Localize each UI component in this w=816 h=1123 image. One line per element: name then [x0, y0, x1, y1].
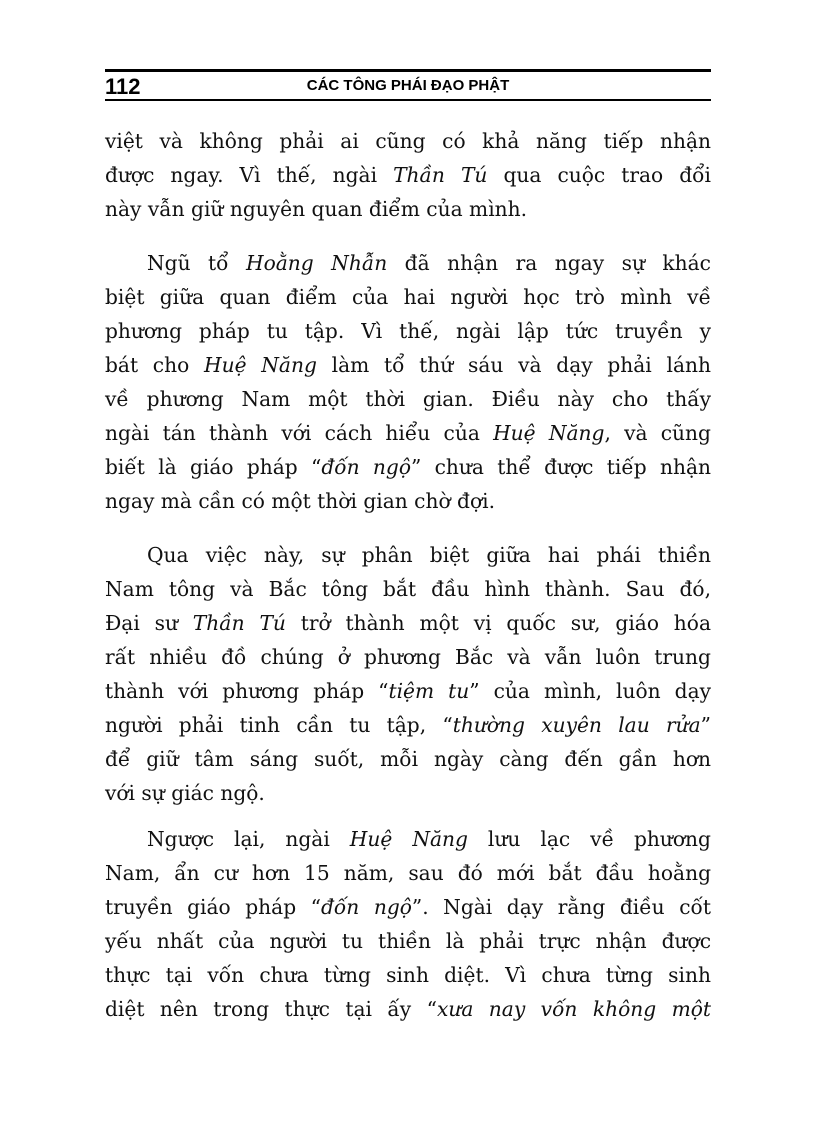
text-run: lưu lạc về phương — [467, 827, 711, 851]
text-line — [105, 856, 711, 890]
page-number: 112 — [105, 74, 141, 99]
italic-term: đốn ngộ — [321, 455, 411, 479]
text-line — [105, 538, 711, 572]
text-run: ” của mình, luôn dạy — [469, 679, 712, 703]
italic-term: đốn ngộ — [321, 895, 412, 919]
text-run: bát cho — [105, 353, 204, 377]
text-line — [105, 158, 711, 192]
paragraph — [105, 124, 711, 226]
text-run: ” — [700, 713, 711, 737]
text-run: người phải tinh cần tu tập, “ — [105, 713, 453, 737]
text-line — [105, 924, 711, 958]
text-run: biệt giữa quan điểm của hai người học trò mình về — [105, 285, 711, 309]
text-run: việt và không phải ai cũng có khả năng tiếp nhận — [105, 129, 711, 153]
text-line — [105, 124, 711, 158]
italic-term: xưa nay vốn không một — [436, 997, 711, 1021]
text-run: Qua việc này, sự phân biệt giữa hai phái thiền — [147, 543, 711, 567]
text-line — [105, 450, 711, 484]
text-run: trở thành một vị quốc sư, giáo hóa — [285, 611, 711, 635]
text-run: về phương Nam một thời gian. Điều này cho thấy — [105, 387, 711, 411]
text-line — [105, 674, 711, 708]
paragraph-gap — [105, 810, 711, 822]
text-line — [105, 992, 711, 1026]
text-line — [105, 958, 711, 992]
italic-term: Huệ Năng — [493, 421, 605, 445]
text-run: Ngũ tổ — [147, 251, 246, 275]
text-run: ” chưa thể được tiếp nhận — [411, 455, 711, 479]
text-line — [105, 606, 711, 640]
text-run: đã nhận ra ngay sự khác — [387, 251, 711, 275]
header-rule-bottom — [105, 99, 711, 101]
text-line — [105, 640, 711, 674]
text-line — [105, 348, 711, 382]
text-run: ”. Ngài dạy rằng điều cốt — [411, 895, 711, 919]
paragraph — [105, 822, 711, 1026]
text-run: biết là giáo pháp “ — [105, 455, 322, 479]
text-run: rất nhiều đồ chúng ở phương Bắc và vẫn luôn trung — [105, 645, 711, 669]
text-run: để giữ tâm sáng suốt, mỗi ngày càng đến gần hơn — [105, 747, 711, 771]
text-line — [105, 742, 711, 776]
text-run: thực tại vốn chưa từng sinh diệt. Vì chưa từng sinh — [105, 963, 711, 987]
text-run: ngài tán thành với cách hiểu của — [105, 421, 494, 445]
text-run: , và cũng — [604, 421, 711, 445]
paragraph-gap — [105, 518, 711, 538]
text-run: Đại sư — [105, 611, 193, 635]
italic-term: Hoằng Nhẫn — [245, 251, 388, 275]
paragraph-gap — [105, 226, 711, 246]
italic-term: Thần Tú — [393, 163, 488, 187]
italic-term: Huệ Năng — [203, 353, 317, 377]
text-line — [105, 280, 711, 314]
text-run: được ngay. Vì thế, ngài — [105, 163, 394, 187]
text-run: diệt nên trong thực tại ấy “ — [105, 997, 437, 1021]
paragraph — [105, 246, 711, 518]
header-rule-top — [105, 69, 711, 72]
text-run: Nam tông và Bắc tông bắt đầu hình thành. Sau đó, — [105, 577, 711, 601]
running-title: CÁC TÔNG PHÁI ĐẠO PHẬT — [306, 77, 510, 94]
italic-term: thường xuyên lau rửa — [452, 713, 701, 737]
text-run: thành với phương pháp “ — [105, 679, 389, 703]
text-run: truyền giáo pháp “ — [105, 895, 321, 919]
text-line — [105, 192, 711, 226]
paragraph — [105, 538, 711, 810]
text-run: với sự giác ngộ. — [105, 781, 265, 805]
text-run: phương pháp tu tập. Vì thế, ngài lập tức truyền y — [105, 319, 711, 343]
text-line — [105, 484, 711, 518]
text-line — [105, 822, 711, 856]
italic-term: Thần Tú — [192, 611, 286, 635]
text-line — [105, 890, 711, 924]
text-line — [105, 382, 711, 416]
text-line — [105, 708, 711, 742]
text-run: qua cuộc trao đổi — [487, 163, 711, 187]
text-run: Ngược lại, ngài — [147, 827, 350, 851]
text-line — [105, 246, 711, 280]
italic-term: tiệm tu — [388, 679, 470, 703]
text-line — [105, 314, 711, 348]
text-line — [105, 572, 711, 606]
text-run: Nam, ẩn cư hơn 15 năm, sau đó mới bắt đầu hoằng — [105, 861, 711, 885]
text-run: này vẫn giữ nguyên quan điểm của mình. — [105, 197, 528, 221]
text-run: làm tổ thứ sáu và dạy phải lánh — [316, 353, 711, 377]
italic-term: Huệ Năng — [349, 827, 468, 851]
text-run: ngay mà cần có một thời gian chờ đợi. — [105, 489, 495, 513]
text-line — [105, 416, 711, 450]
body-text — [105, 124, 711, 1026]
text-line — [105, 776, 711, 810]
text-run: yếu nhất của người tu thiền là phải trực nhận được — [105, 929, 711, 953]
